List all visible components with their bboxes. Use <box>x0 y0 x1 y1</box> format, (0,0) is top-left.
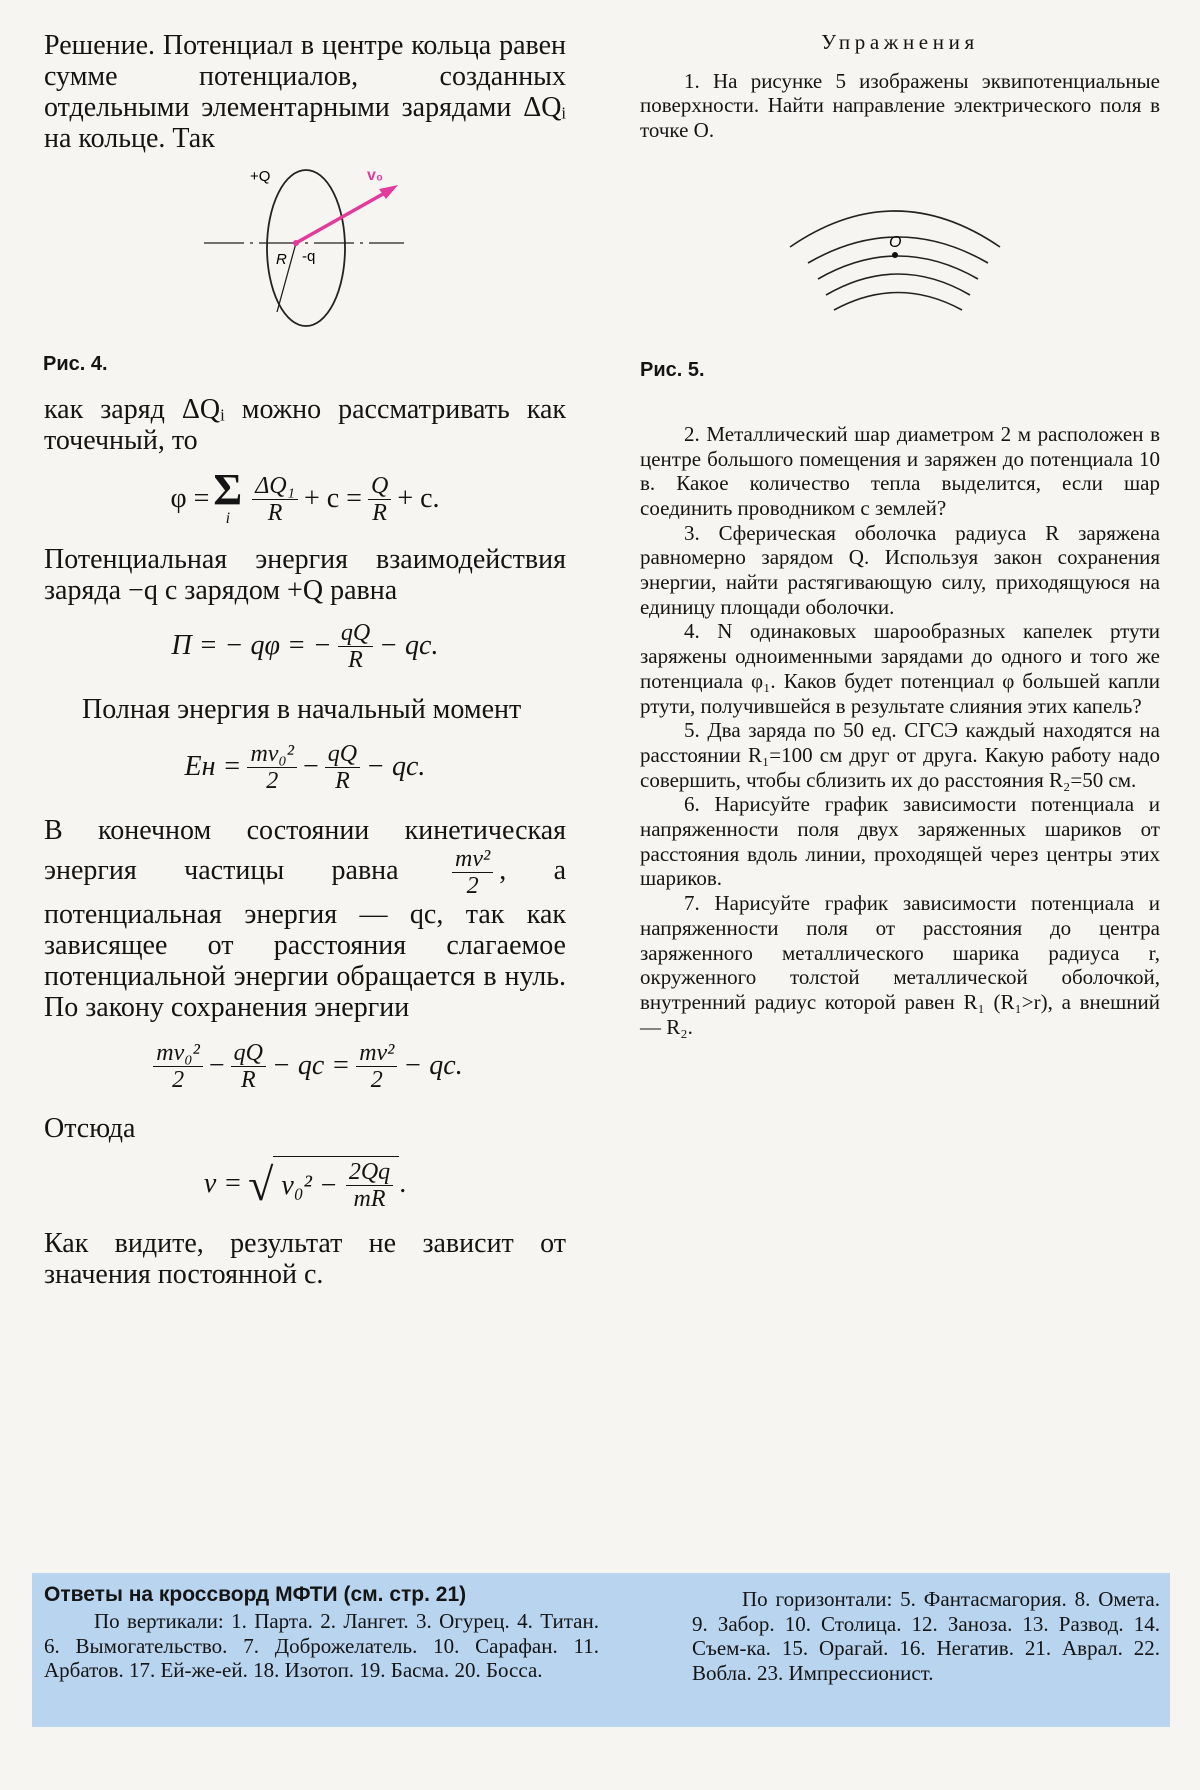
exercise-3: 3. Сферическая оболочка радиуса R заряжена равномерно зарядом Q. Используя закон сохранения энергии, найти растягивающую силу, приходящуюся на единицу площади оболочки. <box>640 520 1160 619</box>
f1-plus-c: + c = <box>303 483 362 514</box>
formula-energy <box>44 606 566 686</box>
f5-root: √ <box>248 1158 274 1210</box>
p5-fraction: $\frac{\text{mv²}}{2}$ <box>452 846 493 899</box>
f4-end: − qc. <box>403 1050 463 1081</box>
label-o: O <box>889 233 902 251</box>
ring-diagram <box>44 162 566 357</box>
formula-initial-energy <box>44 725 566 809</box>
answers-title: Ответы на кроссворд МФТИ (см. стр. 21) <box>44 1583 467 1606</box>
f3-fraction-1: $\frac{\text{mv₀²}}{2}$ <box>247 741 297 794</box>
paragraph-point-charge: как заряд ΔQᵢ можно рассматривать как точечный, то <box>44 394 566 456</box>
label-minus-q: -q <box>302 248 316 265</box>
exercise-2: 2. Металлический шар диаметром 2 м расположен в центре большого помещения и заряжен до потенциала 10 в. Какое количество тепла выделится, если шар соединить проводником с землей? <box>640 421 1160 520</box>
paragraph-total-energy: Полная энергия в начальный момент <box>82 694 522 725</box>
f4-fraction-3: $\frac{\text{mv²}}{2}$ <box>356 1040 397 1093</box>
f1-lhs: φ = <box>170 483 210 514</box>
answers-right <box>692 1583 1160 1685</box>
label-r: R <box>276 251 287 268</box>
f3-lhs: Eн = <box>184 751 242 782</box>
crossword-answers <box>32 1573 1170 1727</box>
f4-minus-1: − <box>208 1050 225 1081</box>
p5-text-b: , а потенциальная энергия — qc, так как зависящее от расстояния слагаемое потенциальной энергии обращается в нуль. По закону сохранения энергии <box>44 854 567 1023</box>
left-column <box>44 30 566 1290</box>
answers-vertical: По вертикали: 1. Парта. 2. Лангет. 3. Огурец. 4. Титан. 6. Вымогательство. 7. Доброжелатель. 10. Сарафан. 11. Арбатов. 17. Ей-же-ей. 18. Изотоп. 19. Басма. 20. Босса. <box>44 1609 599 1682</box>
point-o <box>892 252 898 258</box>
f3-minus: − <box>302 751 319 782</box>
velocity-arrowhead <box>379 185 398 199</box>
f4-fraction-2: $\frac{qQ}{R}$ <box>231 1040 266 1093</box>
f2-fraction: $\frac{qQ}{R}$ <box>338 620 373 673</box>
figure-5-caption: Рис. 5. <box>640 358 705 381</box>
exercise-1: 1. На рисунке 5 изображены эквипотенциальные поверхности. Найти направление электрического поля в точке O. <box>640 68 1160 143</box>
f1-fraction-2: $\frac{Q}{R}$ <box>368 473 391 526</box>
f3-end: − qc. <box>366 751 426 782</box>
formula-conservation <box>44 1023 566 1109</box>
formula-velocity <box>44 1144 566 1224</box>
formula-potential <box>44 460 566 538</box>
f1-sum <box>213 465 243 528</box>
equipotential-arc-5 <box>834 292 962 310</box>
figure-4-caption: Рис. 4. <box>43 353 108 375</box>
f4-minus-2: − qc = <box>271 1050 351 1081</box>
f3-fraction-2: $\frac{qQ}{R}$ <box>325 741 360 794</box>
velocity-arrow <box>296 190 390 243</box>
paragraph-final-state <box>44 815 566 1023</box>
exercise-5: 5. Два заряда по 50 ед. СГСЭ каждый находятся на расстоянии R₁=100 см друг от друга. Какую работу надо совершить, чтобы сблизить их до расстояния R₂=50 см. <box>640 718 1160 792</box>
f1-end: + c. <box>397 483 440 514</box>
f2-lhs: П = − qφ = − <box>171 630 332 661</box>
exercise-6: 6. Нарисуйте график зависимости потенциала и напряженности поля двух заряженных шариков от расстояния вдоль линии, проходящей через центры этих шариков. <box>640 792 1160 891</box>
label-v0: v₀ <box>367 167 384 184</box>
answers-left <box>44 1583 599 1683</box>
paragraph-potential-energy: Потенциальная энергия взаимодействия заряда −q с зарядом +Q равна <box>44 544 566 606</box>
exercises-heading: Упражнения <box>821 30 979 54</box>
sum-sign: Σ <box>213 465 243 514</box>
sum-index: i <box>225 510 231 527</box>
f5-lhs: v = <box>203 1168 243 1199</box>
label-plus-q: +Q <box>250 168 271 185</box>
right-column <box>640 30 1160 1039</box>
figure-4 <box>44 162 566 357</box>
f5-end: . <box>399 1168 407 1199</box>
exercise-7: 7. Нарисуйте график зависимости потенциала и напряженности поля от расстояния до центра заряженного металлического шарика радиуса r, окруженного толстой металлической оболочкой, внутренний радиус которой равен R₁ (R₁>r), а внешний — R₂. <box>640 891 1160 1039</box>
f5-radicand <box>273 1156 399 1212</box>
f2-end: − qc. <box>379 630 439 661</box>
solution-intro: Решение. Потенциал в центре кольца равен сумме потенциалов, созданных отдельными элементарными зарядами ΔQᵢ на кольце. Так <box>44 30 566 154</box>
paragraph-hence: Отсюда <box>44 1113 136 1144</box>
f5-fraction: $\frac{2Qq}{mR}$ <box>346 1159 393 1212</box>
figure-5 <box>640 203 1160 353</box>
paragraph-conclusion: Как видите, результат не зависит от значения постоянной c. <box>44 1228 566 1290</box>
f5-inside: v₀² − <box>281 1169 338 1201</box>
f1-fraction-1: $\frac{\text{ΔQ₁}}{R}$ <box>252 473 298 526</box>
p5-text-a: В конечном состоянии кинетическая энергия частицы равна <box>44 815 566 886</box>
equipotential-diagram <box>640 203 1160 353</box>
answers-horizontal: По горизонтали: 5. Фантасмагория. 8. Омета. 9. Забор. 10. Столица. 12. Заноза. 13. Развод. 14. Съем-ка. 15. Орагай. 16. Негатив. 21. Аврал. 22. Вобла. 23. Импрессионист. <box>692 1587 1160 1685</box>
f4-fraction-1: $\frac{\text{mv₀²}}{2}$ <box>153 1040 203 1093</box>
exercise-list <box>640 422 1160 1040</box>
charge-point <box>293 240 299 246</box>
exercise-4: 4. N одинаковых шарообразных капелек ртути заряжены одноименными зарядами до одного и того же потенциала φ₁. Каков будет потенциал φ большей капли ртути, получившейся в результате слияния этих капель? <box>640 619 1160 718</box>
equipotential-arc-3 <box>818 256 978 279</box>
